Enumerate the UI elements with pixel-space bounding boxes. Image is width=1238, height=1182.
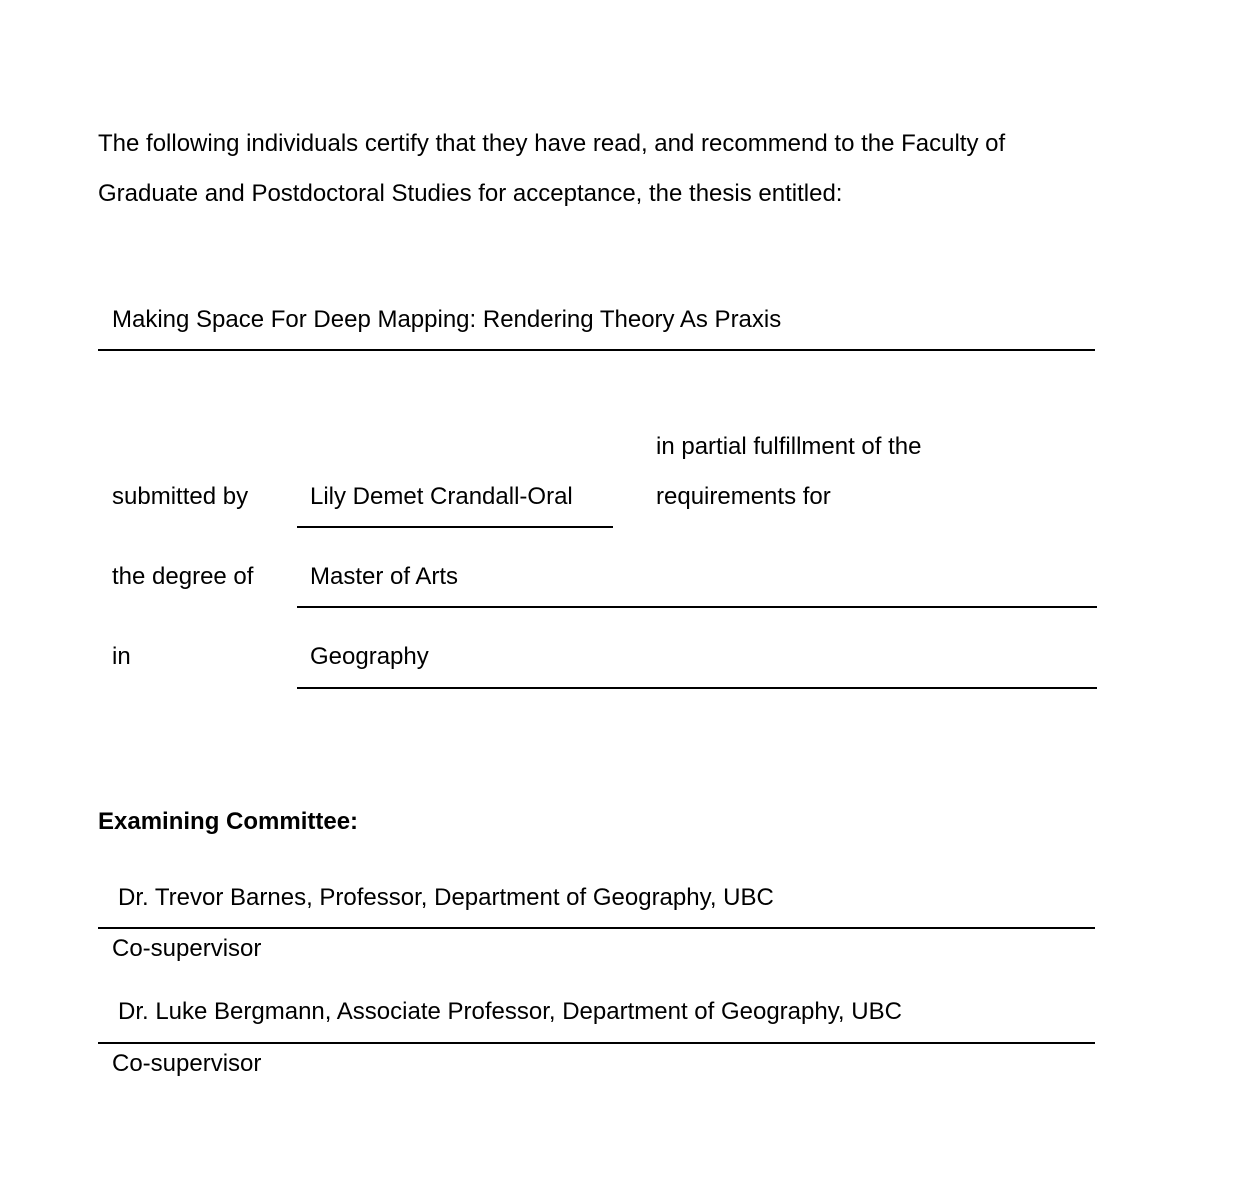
fulfillment-line-2: requirements for: [656, 483, 831, 510]
program-underline: [297, 687, 1097, 689]
intro-line-1: The following individuals certify that they have read, and recommend to the Faculty of: [98, 130, 1006, 157]
thesis-title-underline: [98, 349, 1095, 351]
committee-heading: Examining Committee:: [98, 808, 359, 835]
submitted-by-label: submitted by: [112, 483, 249, 510]
committee-member-role: Co-supervisor: [112, 1050, 262, 1077]
student-name-underline: [297, 526, 613, 528]
degree-label: the degree of: [112, 563, 254, 590]
degree-value: Master of Arts: [310, 563, 459, 590]
committee-member-underline: [98, 927, 1095, 929]
fulfillment-line-1: in partial fulfillment of the: [656, 433, 922, 460]
thesis-title: Making Space For Deep Mapping: Rendering Theory As Praxis: [112, 306, 782, 333]
committee-member-underline: [98, 1042, 1095, 1044]
in-label: in: [112, 643, 131, 670]
student-name: Lily Demet Crandall-Oral: [310, 483, 573, 510]
program-value: Geography: [310, 643, 429, 670]
committee-member-name: Dr. Luke Bergmann, Associate Professor, Department of Geography, UBC: [118, 998, 902, 1025]
committee-member-role: Co-supervisor: [112, 935, 262, 962]
committee-member-name: Dr. Trevor Barnes, Professor, Department of Geography, UBC: [118, 884, 774, 911]
degree-underline: [297, 606, 1097, 608]
intro-line-2: Graduate and Postdoctoral Studies for acceptance, the thesis entitled:: [98, 180, 843, 207]
